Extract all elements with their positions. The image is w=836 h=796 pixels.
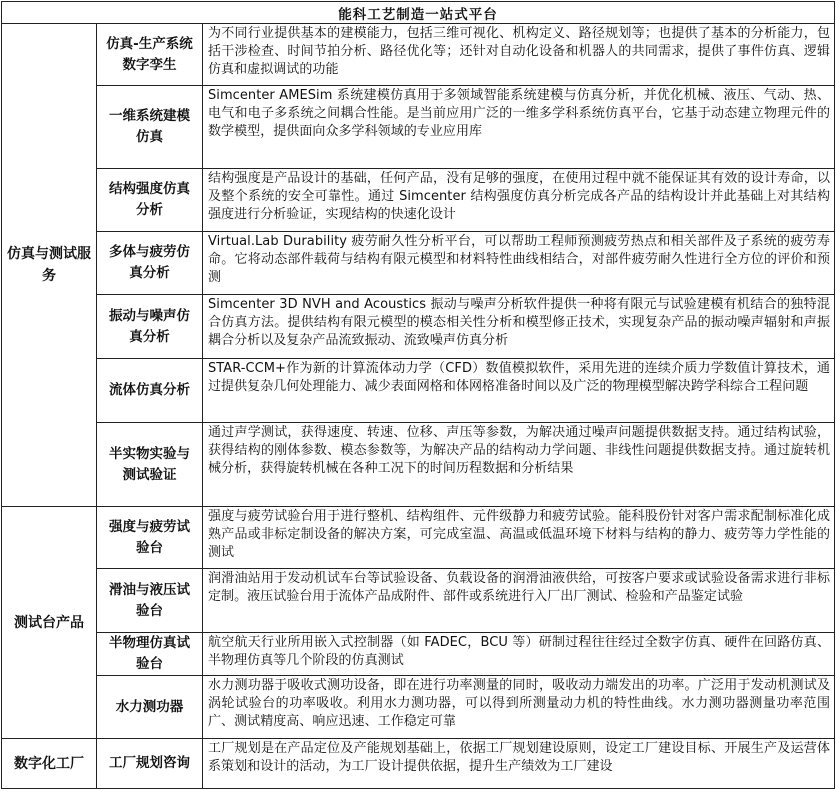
item-name: 水力测功器 [97,676,203,739]
item-desc: 强度与疲劳试验台用于进行整机、结构组件、元件级静力和疲劳试验。能科股份针对客户需求配制标准化成熟产品或非标定制设备的解决方案，可完成室温、高温或低温环境下材料与结构的静力、疲劳等力学性能的测试 [203,507,835,569]
table-row [2,24,835,86]
item-desc: Simcenter 3D NVH and Acoustics 振动与噪声分析软件提供一种将有限元与试验建模有机结合的独特混合仿真方法。提供结构有限元模型的模态相关性分析和模型修正技术，实现复杂产品的振动噪声辐射和声振耦合分析以及复杂产品流致振动、流致噪声仿真分析 [203,295,835,359]
platform-table [1,1,835,789]
category-cell: 测试台产品 [2,507,97,739]
item-desc: 润滑油站用于发动机试车台等试验设备、负载设备的润滑油液供给，可按客户要求或试验设备需求进行非标定制。液压试验台用于流体产品成附件、部件或系统进行入厂出厂测试、检验和产品鉴定试验 [203,569,835,633]
item-name: 强度与疲劳试验台 [97,507,203,569]
item-desc: Simcenter AMESim 系统建模仿真用于多领域智能系统建模与仿真分析，并优化机械、液压、气动、热、电气和电子多系统之间耦合性能。是当前应用广泛的一维多学科系统仿真平台，它基于动态建立物理元件的数学模型，提供面向众多学科领域的专业应用库 [203,86,835,169]
table-row [2,569,835,633]
table-title-row [2,2,835,24]
item-name: 振动与噪声仿真分析 [97,295,203,359]
item-name: 多体与疲劳仿真分析 [97,232,203,295]
item-name: 半物理仿真试验台 [97,633,203,676]
item-desc: Virtual.Lab Durability 疲劳耐久性分析平台，可以帮助工程师预测疲劳热点和相关部件及子系统的疲劳寿命。它将动态部件载荷与结构有限元模型和材料特性曲线相结合，对部件疲劳耐久性进行全方位的评价和预测 [203,232,835,295]
table-row [2,633,835,676]
item-name: 仿真-生产系统数字孪生 [97,24,203,86]
table-row [2,507,835,569]
item-desc: 工厂规划是在产品定位及产能规划基础上，依据工厂规划建设原则，设定工厂建设目标、开展生产及运营体系策划和设计的活动，为工厂设计提供依据，提升生产绩效为工厂建设 [203,739,835,789]
table-row [2,423,835,507]
item-desc: 为不同行业提供基本的建模能力，包括三维可视化、机构定义、路径规划等；也提供了基本的分析能力，包括干涉检查、时间节拍分析、路径优化等；还针对自动化设备和机器人的共同需求，提供了事件仿真、逻辑仿真和虚拟调试的功能 [203,24,835,86]
table-row [2,359,835,423]
table-row [2,232,835,295]
item-name: 工厂规划咨询 [97,739,203,789]
item-name: 结构强度仿真分析 [97,169,203,232]
table-title: 能科工艺制造一站式平台 [2,2,835,24]
item-name: 一维系统建模仿真 [97,86,203,169]
item-desc: 航空航天行业所用嵌入式控制器（如 FADEC，BCU 等）研制过程往往经过全数字仿真、硬件在回路仿真、半物理仿真等几个阶段的仿真测试 [203,633,835,676]
table-row [2,169,835,232]
table-row [2,86,835,169]
category-cell: 仿真与测试服务 [2,24,97,507]
item-name: 流体仿真分析 [97,359,203,423]
item-desc: 通过声学测试，获得速度、转速、位移、声压等参数，为解决通过噪声问题提供数据支持。通过结构试验，获得结构的刚体参数、模态参数等，为解决产品的结构动力学问题、非线性问题提供数据支持。通过旋转机械分析，获得旋转机械在各种工况下的时间历程数据和分析结果 [203,423,835,507]
item-name: 滑油与液压试验台 [97,569,203,633]
table-row [2,295,835,359]
item-name: 半实物实验与测试验证 [97,423,203,507]
item-desc: 水力测功器于吸收式测功设备，即在进行功率测量的同时，吸收动力端发出的功率。广泛用于发动机测试及涡轮试验台的功率吸收。利用水力测功器，可以得到所测量动力机的特性曲线。水力测功器测量功率范围广、测试精度高、响应迅速、工作稳定可靠 [203,676,835,739]
table-row [2,676,835,739]
item-desc: STAR-CCM+作为新的计算流体动力学（CFD）数值模拟软件，采用先进的连续介质力学数值计算技术，通过提供复杂几何处理能力、减少表面网格和体网格准备时间以及广泛的物理模型解决跨学科综合工程问题 [203,359,835,423]
item-desc: 结构强度是产品设计的基础，任何产品，没有足够的强度，在使用过程中就不能保证其有效的设计寿命，以及整个系统的安全可靠性。通过 Simcenter 结构强度仿真分析完成各产品的结构设计并此基础上对其结构强度进行分析验证，实现结构的快速化设计 [203,169,835,232]
category-cell: 数字化工厂 [2,739,97,789]
table-row [2,739,835,789]
